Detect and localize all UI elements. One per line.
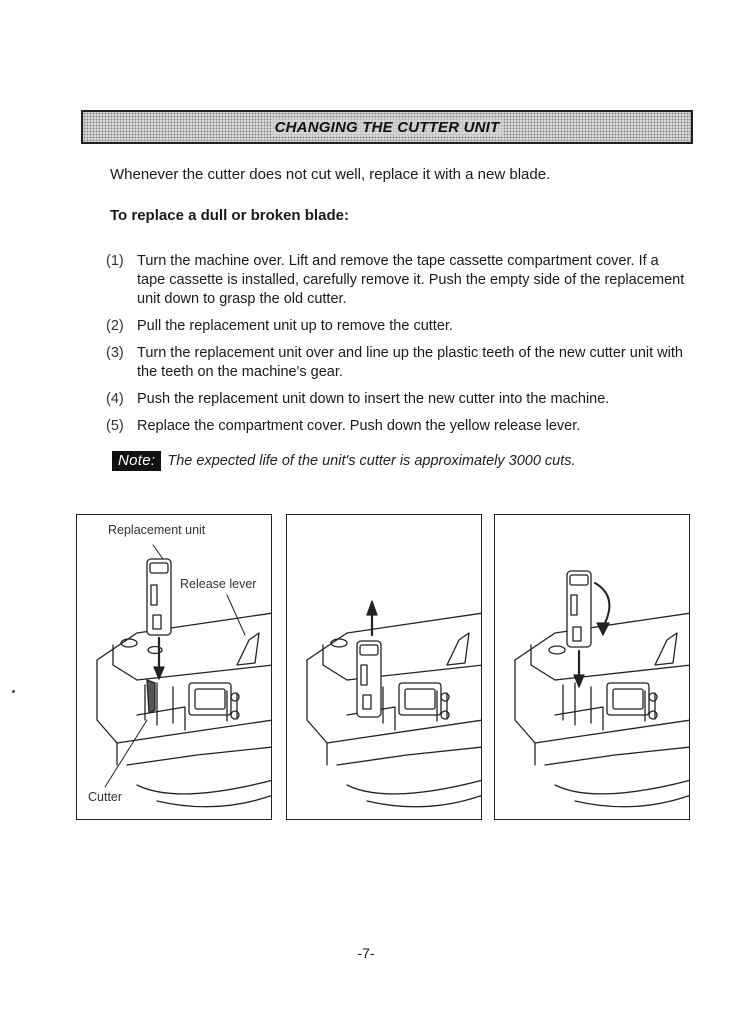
machine-illustration-1 (77, 515, 272, 820)
step-text: Turn the replacement unit over and line up the plastic teeth of the new cutter unit with the teeth on the machine's gear. (137, 345, 683, 380)
step-number: (2) (106, 318, 124, 334)
step-text: Push the replacement unit down to insert the new cutter into the machine. (137, 391, 610, 407)
intro-text: Whenever the cutter does not cut well, replace it with a new blade. (110, 166, 551, 183)
scan-dot (12, 690, 15, 693)
machine-illustration-3 (495, 515, 690, 820)
step-item (106, 344, 686, 382)
step-text: Pull the replacement unit up to remove the cutter. (137, 318, 453, 334)
release-lever-label: Release lever (180, 577, 257, 591)
figure-panel-insert (76, 514, 272, 820)
note-text: The expected life of the unit's cutter is approximately 3000 cuts. (167, 453, 576, 469)
figure-panel-remove (286, 514, 482, 820)
steps-list (106, 252, 686, 444)
step-number: (4) (106, 391, 124, 407)
note (112, 451, 576, 471)
step-text: Turn the machine over. Lift and remove the tape cassette compartment cover. If a tape cassette is installed, carefully remove it. Push the empty side of the replacement unit down to grasp the old cutter. (137, 253, 685, 307)
section-title-bar (81, 110, 693, 144)
step-item (106, 252, 686, 309)
step-item (106, 417, 686, 436)
subheading: To replace a dull or broken blade: (110, 207, 349, 224)
step-number: (5) (106, 418, 124, 434)
step-number: (1) (106, 253, 124, 269)
page-number: -7- (357, 945, 375, 961)
section-title: CHANGING THE CUTTER UNIT (271, 119, 504, 136)
step-text: Replace the compartment cover. Push down the yellow release lever. (137, 418, 581, 434)
step-item (106, 317, 686, 336)
step-number: (3) (106, 345, 124, 361)
replacement-unit-label: Replacement unit (108, 523, 206, 537)
note-badge: Note: (112, 451, 161, 471)
machine-illustration-2 (287, 515, 482, 820)
step-item (106, 390, 686, 409)
cutter-label: Cutter (88, 790, 123, 804)
figure-panel-reinsert (494, 514, 690, 820)
